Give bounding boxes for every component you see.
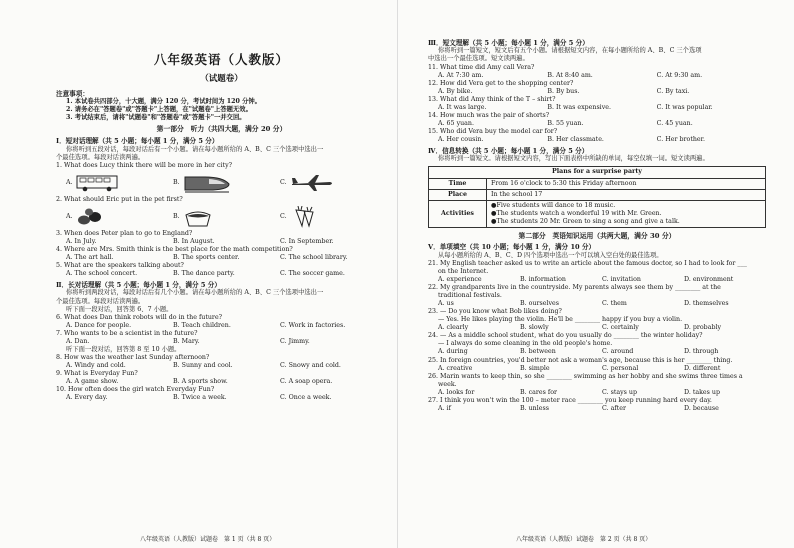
sec1-instruction-2: 个最佳选项。每段对话读两遍。	[56, 153, 145, 161]
plans-table	[428, 166, 766, 227]
option-c: C. At 9:30 am.	[656, 71, 703, 79]
question-15: 15. Who did Vera buy the model car for?	[428, 127, 558, 135]
left-footer: 八年级英语（人教版）试题卷 第 1 页（共 8 页）	[140, 536, 276, 544]
option-d: D. themselves	[684, 300, 729, 308]
sec4-instruction: 你将听到一篇短文。请根据短文内容，写出下面表格中所缺的单词，每空仅填一词。短文读两遍。	[438, 155, 709, 163]
question-14: 14. How much was the pair of shorts?	[428, 111, 550, 119]
option-b: B. It was expensive.	[547, 103, 611, 111]
option-c: C. after	[602, 404, 626, 412]
sec2-listen-1: 听下面一段对话，回答第 6、7 小题。	[66, 305, 173, 313]
sec2-heading: Ⅱ．长对话理解（共 5 小题；每小题 1 分，满分 5 分）	[56, 281, 221, 290]
option-a: A. Windy and cold.	[66, 361, 126, 369]
option-a: A. if	[438, 404, 451, 412]
part1-heading: 第一部分 听力（共四大题，满分 20 分）	[156, 125, 287, 134]
exam-subtitle: （试题卷）	[200, 74, 243, 84]
notice-head: 注意事项：	[56, 89, 89, 98]
question-8: 8. How was the weather last Sunday afternoon?	[56, 353, 210, 361]
option-c: C. 45 yuan.	[656, 119, 693, 127]
question-4: 4. Where are Mrs. Smith think is the best place for the math competition?	[56, 245, 293, 253]
option-label: B.	[173, 212, 180, 220]
sec2-instruction: 你将听到两段对话，每段对话后有几个小题。请在每小题所给的 A、B、C 三个选项中选出一	[66, 289, 324, 297]
notice-1: 1. 本试卷共四部分，十大题，满分 120 分，考试时间为 120 分钟。	[66, 98, 261, 106]
option-a: A. experience	[438, 276, 482, 284]
option-b: B. Her classmate.	[547, 135, 604, 143]
question-13: 13. What did Amy think of the T – shirt?	[428, 95, 556, 103]
question-11: 11. What time did Amy call Vera?	[428, 63, 535, 71]
stones-icon	[76, 207, 106, 227]
sec5-instruction: 从每小题所给的 A、B、C、D 四个选项中选出一个可以填入空白处的最佳选项。	[438, 251, 663, 259]
option-a: A. during	[438, 348, 468, 356]
question-27: 27. I think you won't win the 100 – meter race ________ you keep running hard every day.	[428, 396, 712, 404]
option-a: A. Her cousin.	[438, 135, 484, 143]
question-2: 2. What should Eric put in the pet first?	[56, 195, 183, 203]
option-label: A.	[66, 212, 73, 220]
option-b: B. simple	[520, 364, 550, 372]
question-26: 26. Marin wants to keep thin, so she ________ swimming as her hobby and she swims three times a	[428, 372, 743, 380]
question-3: 3. When does Peter plan to go to England?	[56, 229, 193, 237]
question-22-cont: traditional festivals.	[438, 292, 502, 300]
option-a: A. clearly	[438, 324, 469, 332]
activity-2: ●The students watch a wonderful 19 with Mr. Green.	[491, 209, 662, 217]
soil-pot-icon	[183, 207, 213, 227]
question-23-cont: — Yes. He likes playing the violin. He'll be ________ happy if you buy a violin.	[438, 316, 683, 324]
place-value: In the school 17	[487, 189, 766, 200]
question-24: 24. — As a middle school student, what do you usually do ________ the winter holiday?	[428, 332, 703, 340]
q23-options	[428, 324, 766, 332]
option-d: D. takes up	[684, 388, 720, 396]
sec3-heading: Ⅲ．短文理解（共 5 小题；每小题 1 分，满分 5 分）	[428, 39, 589, 47]
sec1-heading: Ⅰ．短对话理解（共 5 小题；每小题 1 分，满分 5 分）	[56, 137, 219, 146]
sec3-instruction-2: 中选出一个最佳选项。短文读两遍。	[428, 55, 529, 63]
option-b: B. Twice a week.	[173, 394, 227, 402]
q4-options	[56, 254, 387, 262]
option-a: A. Dance for people.	[66, 321, 132, 329]
plane-icon	[290, 173, 334, 193]
option-d: D. different	[684, 364, 721, 372]
option-b: B. information	[520, 276, 566, 284]
option-a: A. A game show.	[66, 378, 119, 385]
option-b: B. In August.	[173, 237, 215, 245]
option-c: C. By taxi.	[656, 87, 690, 95]
q8-options	[56, 362, 387, 370]
option-b: B. Mary.	[173, 337, 200, 345]
q13-options	[428, 104, 766, 112]
option-a: A. looks for	[438, 388, 475, 396]
activity-3: ●The students 20 Mr. Green to sing a song and give a talk.	[491, 217, 680, 225]
option-c: C. A soap opera.	[280, 378, 333, 385]
option-c: C. Jimmy.	[280, 337, 310, 345]
question-1: 1. What does Lucy think there will be more in her city?	[56, 161, 233, 169]
option-a: A. Every day.	[66, 394, 108, 402]
activity-1: ●Five students will dance to 18 music.	[491, 201, 616, 209]
question-25: 25. In foreign countries, you'd better not ask a woman's age, because this is her ________ thing.	[428, 356, 733, 364]
sec2-instruction-2: 个最佳选项。每段对话读两遍。	[56, 297, 145, 305]
option-c: C. stays up	[602, 388, 637, 396]
q6-options	[56, 322, 387, 330]
q27-options	[428, 405, 766, 413]
carrots-icon	[290, 206, 320, 228]
option-b: B. Teach children.	[173, 321, 231, 329]
option-b: B. between	[520, 348, 556, 356]
sec5-heading: Ⅴ．单项填空（共 10 小题；每小题 1 分，满分 10 分）	[428, 243, 596, 252]
sec1-instruction: 你将听到五段对话，每段对话后有一个小题。请在每小题所给的 A、B、C 三个选项中选出一	[66, 145, 324, 153]
option-b: B. cares for	[520, 388, 558, 396]
right-page	[397, 0, 794, 548]
right-footer: 八年级英语（人教版）试题卷 第 2 页（共 8 页）	[516, 536, 652, 544]
option-b: B. ourselves	[520, 300, 559, 308]
option-b: B. The sports center.	[173, 253, 240, 261]
part2-heading: 第二部分 英语知识运用（共两大题，满分 30 分）	[518, 231, 676, 240]
question-5: 5. What are the speakers talking about?	[56, 261, 184, 269]
q21-options	[428, 276, 766, 284]
option-c: C. personal	[602, 364, 639, 372]
option-c: C. The soccer game.	[280, 270, 345, 277]
question-26-cont: week.	[438, 380, 457, 388]
bus-icon	[76, 174, 118, 192]
question-7: 7. Who wants to be a scientist in the future?	[56, 329, 198, 337]
table-title: Plans for a surprise party	[429, 167, 766, 178]
option-b: B. 55 yuan.	[547, 119, 584, 127]
q12-options	[428, 88, 766, 96]
question-12: 12. How did Vera get to the shopping center?	[428, 79, 574, 87]
option-b: B. The dance party.	[173, 270, 235, 277]
option-c: C. In September.	[280, 237, 334, 245]
sec3-instruction: 你将听到一篇短文，短文后有五个小题。请根据短文内容，在每小题所给的 A、B、C 三个选项	[438, 47, 702, 55]
q2-pictures	[56, 204, 387, 230]
place-label: Place	[429, 189, 487, 200]
option-c: C. Work in factories.	[280, 321, 346, 329]
question-21-cont: on the Internet.	[438, 267, 489, 275]
option-b: B. slowly	[520, 324, 549, 332]
option-a: A. The art hall.	[66, 253, 114, 261]
option-c: C. Her brother.	[656, 135, 705, 143]
notice-2: 2. 请务必在"答题卷"或"答题卡"上答题，在"试题卷"上答题无效。	[66, 106, 252, 114]
option-c: C. invitation	[602, 276, 641, 284]
sec4-heading: Ⅳ．信息转换（共 5 小题；每小题 1 分，满分 5 分）	[428, 147, 589, 155]
option-a: A. By bike.	[438, 87, 473, 95]
option-a: A. 65 yuan.	[438, 119, 474, 127]
option-c: C. It was popular.	[656, 103, 713, 111]
q5-options	[56, 270, 387, 278]
question-10: 10. How often does the girl watch Everyday Fun?	[56, 386, 215, 394]
q3-options	[56, 238, 387, 246]
option-c: C. Once a week.	[280, 394, 332, 402]
q25-options	[428, 365, 766, 373]
question-9: 9. What is Everyday Fun?	[56, 369, 138, 377]
option-a: A. At 7:30 am.	[438, 71, 484, 79]
option-c: C. them	[602, 300, 627, 308]
option-a: A. us	[438, 300, 454, 308]
option-b: B. A sports show.	[173, 378, 228, 385]
question-23: 23. — Do you know what Bob likes doing?	[428, 308, 562, 316]
q11-options	[428, 72, 766, 80]
option-d: D. environment	[684, 276, 734, 284]
option-a: A. creative	[438, 364, 473, 372]
q26-options	[428, 389, 766, 397]
q22-options	[428, 300, 766, 308]
option-a: A. It was large.	[438, 103, 487, 111]
option-b: B. unless	[520, 404, 549, 412]
time-value: From 16 o'clock to 5:30 this Friday afternoon	[487, 178, 766, 189]
sec2-listen-2: 听下面一段对话，回答第 8 至 10 小题。	[66, 345, 181, 353]
option-label: B.	[173, 178, 180, 186]
q1-pictures	[56, 170, 387, 196]
exam-title: 八年级英语（人教版）	[153, 52, 289, 67]
option-c: C. around	[602, 348, 634, 356]
option-d: D. probably	[684, 324, 722, 332]
option-c: C. certainly	[602, 324, 639, 332]
option-a: A. Dan.	[66, 337, 90, 345]
q15-options	[428, 136, 766, 144]
notice-3: 3. 考试结束后，请将"试题卷"和"答题卷"或"答题卡"一并交回。	[66, 114, 246, 122]
question-24-cont: — I always do some cleaning in the old people's home.	[438, 340, 613, 348]
option-label: C.	[280, 178, 287, 186]
q14-options	[428, 120, 766, 128]
question-6: 6. What does Dan think robots will do in the future?	[56, 313, 223, 321]
option-b: B. By bus.	[547, 87, 580, 95]
option-label: A.	[66, 178, 73, 186]
train-icon	[183, 172, 231, 194]
option-d: D. because	[684, 404, 719, 412]
option-c: C. The school library.	[280, 253, 348, 261]
activities-label: Activities	[429, 200, 487, 227]
option-a: A. The school concert.	[66, 270, 138, 277]
option-b: B. Sunny and cool.	[173, 361, 233, 369]
q9-options	[56, 378, 387, 386]
q10-options	[56, 394, 387, 402]
option-d: D. through	[684, 348, 719, 356]
question-21: 21. My English teacher asked us to write an article about the famous doctor, so I had to look for ___	[428, 259, 747, 267]
option-c: C. Snowy and cold.	[280, 361, 341, 369]
option-b: B. At 8:40 am.	[547, 71, 593, 79]
time-label: Time	[429, 178, 487, 189]
question-22: 22. My grandparents live in the countryside. My parents always see them by ________ at the	[428, 284, 721, 292]
q7-options	[56, 338, 387, 346]
option-a: A. In July.	[66, 237, 97, 245]
q24-options	[428, 348, 766, 356]
option-label: C.	[280, 212, 287, 220]
